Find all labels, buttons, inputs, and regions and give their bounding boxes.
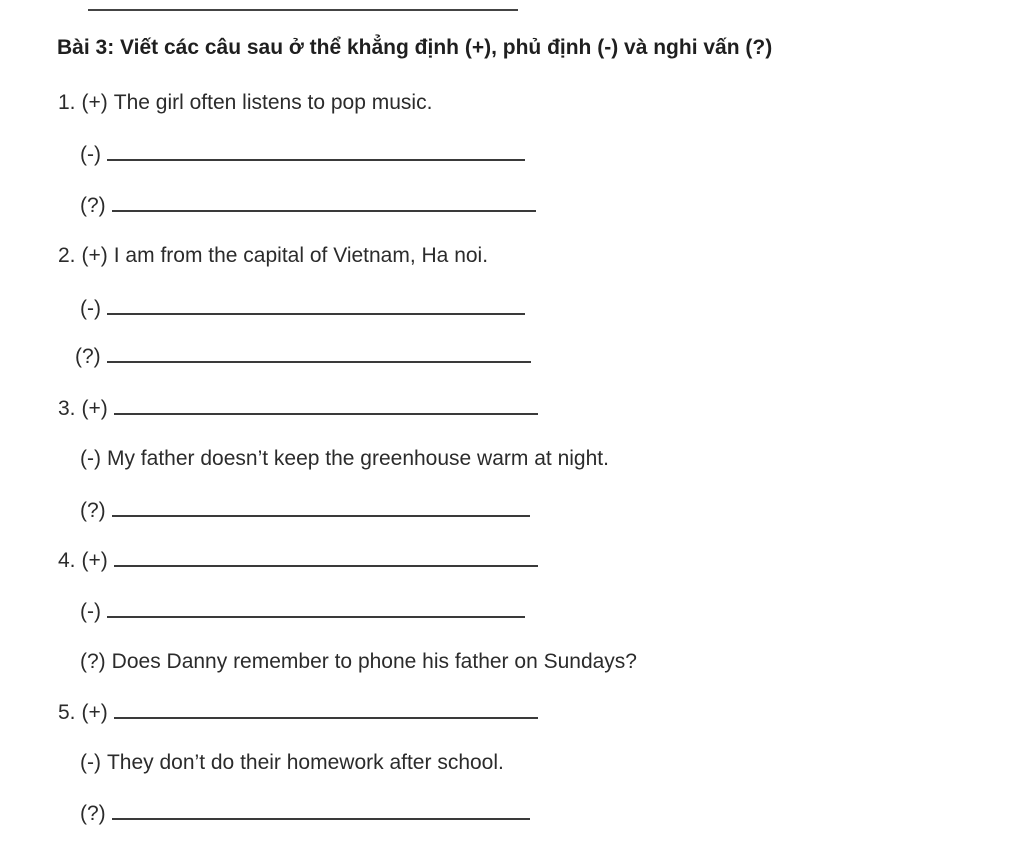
sentence-mark: (+) (81, 549, 108, 572)
sentence-text: The girl often listens to pop music. (113, 91, 433, 114)
item-2-affirmative (58, 242, 488, 270)
item-1-question (80, 192, 536, 220)
item-4-question (80, 648, 637, 676)
item-number: 1. (58, 91, 76, 114)
item-number: 5. (58, 701, 76, 724)
item-3-negative (80, 445, 609, 473)
item-number: 3. (58, 397, 76, 420)
item-number: 2. (58, 244, 76, 267)
answer-blank[interactable] (107, 141, 525, 161)
sentence-text: My father doesn’t keep the greenhouse warm at night. (106, 447, 609, 470)
item-5-question (80, 800, 530, 828)
sentence-mark: (-) (80, 751, 101, 774)
sentence-mark: (?) (80, 802, 106, 825)
item-2-question (75, 343, 531, 371)
sentence-mark: (?) (75, 345, 101, 368)
item-5-negative (80, 749, 504, 777)
item-4-negative (80, 598, 525, 626)
sentence-mark: (-) (80, 297, 101, 320)
answer-blank[interactable] (114, 547, 538, 567)
item-3-affirmative (58, 395, 538, 423)
answer-blank[interactable] (107, 598, 525, 618)
answer-blank[interactable] (114, 395, 538, 415)
answer-blank[interactable] (112, 497, 530, 517)
sentence-mark: (-) (80, 447, 101, 470)
exercise-title: Bài 3: Viết các câu sau ở thể khẳng định (+), phủ định (-) và nghi vấn (?) (57, 36, 773, 59)
answer-blank[interactable] (107, 295, 525, 315)
sentence-mark: (?) (80, 499, 106, 522)
answer-blank[interactable] (114, 699, 538, 719)
item-1-affirmative (58, 89, 432, 117)
item-3-question (80, 497, 530, 525)
sentence-mark: (-) (80, 600, 101, 623)
item-5-affirmative (58, 699, 538, 727)
sentence-mark: (-) (80, 143, 101, 166)
sentence-text: They don’t do their homework after school. (106, 751, 504, 774)
sentence-mark: (?) (80, 650, 106, 673)
sentence-mark: (?) (80, 194, 106, 217)
item-number: 4. (58, 549, 76, 572)
answer-blank[interactable] (112, 800, 530, 820)
sentence-text: Does Danny remember to phone his father on Sundays? (111, 650, 637, 673)
item-2-negative (80, 295, 525, 323)
sentence-mark: (+) (81, 91, 108, 114)
sentence-mark: (+) (81, 397, 108, 420)
sentence-mark: (+) (81, 244, 108, 267)
answer-blank[interactable] (107, 343, 531, 363)
answer-blank[interactable] (112, 192, 536, 212)
top-divider (88, 9, 518, 11)
item-4-affirmative (58, 547, 538, 575)
item-1-negative (80, 141, 525, 169)
sentence-text: I am from the capital of Vietnam, Ha noi. (113, 244, 489, 267)
sentence-mark: (+) (81, 701, 108, 724)
